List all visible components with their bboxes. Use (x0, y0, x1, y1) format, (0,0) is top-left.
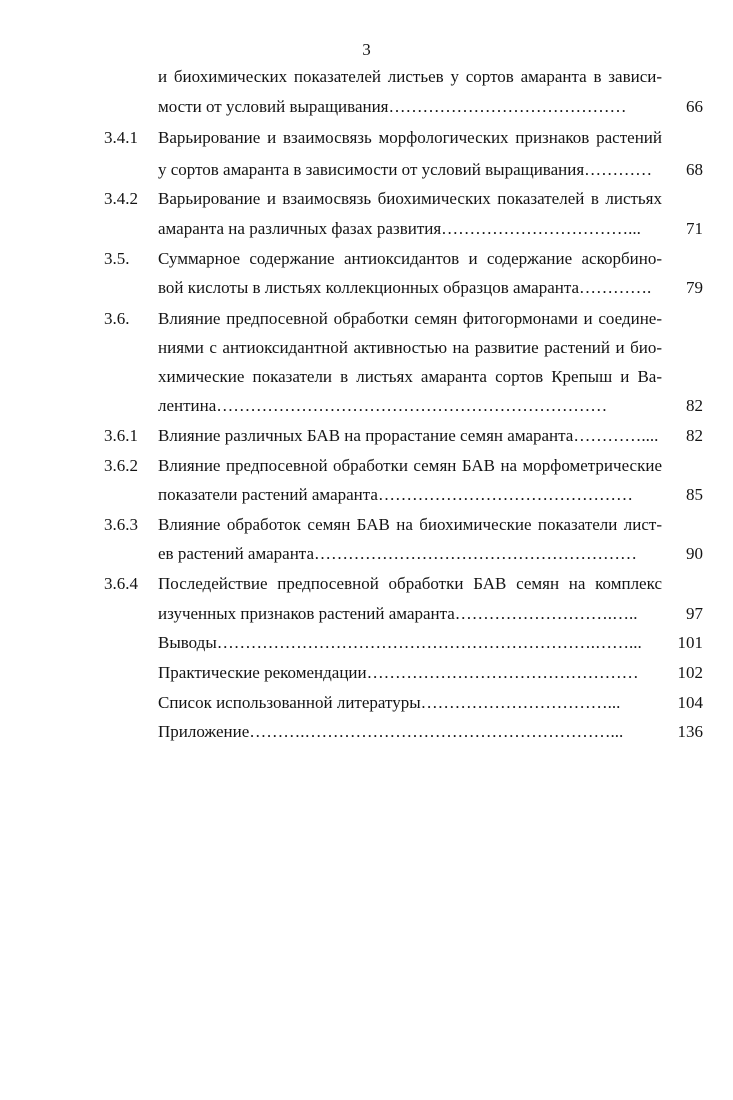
toc-entry-text: Выводы………………………………………………………….……... (158, 633, 642, 652)
toc-entry-number: 3.6.4 (104, 574, 138, 593)
toc-entry-text: Суммарное содержание антиоксидантов и содержание аскорбино- (158, 249, 662, 268)
toc-entry-page: 104 (677, 693, 703, 712)
toc-entry-number: 3.5. (104, 249, 130, 268)
toc-entry-text: лентина…………………………………………………………… (158, 396, 608, 415)
toc-entry-page: 97 (686, 604, 703, 623)
toc-entry-text: Варьирование и взаимосвязь морфологических признаков растений (158, 128, 662, 147)
toc-entry-text: ев растений амаранта………………………………………………… (158, 544, 637, 563)
toc-entry-text: Влияние различных БАВ на прорастание семян амаранта………….... (158, 426, 659, 445)
toc-entry-page: 136 (677, 722, 703, 741)
toc-entry-page: 82 (686, 396, 703, 415)
toc-entry-text: показатели растений амаранта……………………………………… (158, 485, 633, 504)
toc-entry-text: у сортов амаранта в зависимости от условий выращивания………… (158, 160, 653, 179)
toc-entry-number: 3.6.1 (104, 426, 138, 445)
toc-entry-page: 68 (686, 160, 703, 179)
toc-entry-text: Влияние предпосевной обработки семян БАВ на морфометрические (158, 456, 662, 475)
toc-entry-text: амаранта на различных фазах развития……………………………... (158, 219, 641, 238)
toc-entry-number: 3.4.2 (104, 189, 138, 208)
toc-entry-text: Список использованной литературы……………………………... (158, 693, 621, 712)
toc-entry-page: 66 (686, 97, 703, 116)
toc-entry-text: химические показатели в листьях амаранта сортов Крепыш и Ва- (158, 367, 662, 386)
toc-entry-page: 90 (686, 544, 703, 563)
toc-entry-page: 101 (677, 633, 703, 652)
toc-entry-page: 102 (677, 663, 703, 682)
toc-entry-page: 82 (686, 426, 703, 445)
toc-entry-text: вой кислоты в листьях коллекционных образцов амаранта…………. (158, 278, 652, 297)
toc-entry-text: мости от условий выращивания…………………………………… (158, 97, 627, 116)
toc-entry-text: изученных признаков растений амаранта……………………….….. (158, 604, 638, 623)
toc-entry-text: Влияние предпосевной обработки семян фитогормонами и соедине- (158, 309, 662, 328)
toc-entry-text: Влияние обработок семян БАВ на биохимические показатели лист- (158, 515, 662, 534)
toc-entry-page: 79 (686, 278, 703, 297)
toc-entry-text: ниями с антиоксидантной активностью на развитие растений и био- (158, 338, 662, 357)
toc-entry-number: 3.6.3 (104, 515, 138, 534)
toc-entry-text: Приложение……….………………………………………………... (158, 722, 624, 741)
toc-entry-number: 3.6. (104, 309, 130, 328)
toc-entry-page: 85 (686, 485, 703, 504)
toc-entry-text: Практические рекомендации………………………………………… (158, 663, 639, 682)
toc-entry-text: и биохимических показателей листьев у сортов амаранта в зависи- (158, 67, 662, 86)
toc-entry-text: Последействие предпосевной обработки БАВ семян на комплекс (158, 574, 662, 593)
page-number: 3 (362, 40, 371, 59)
toc-entry-text: Варьирование и взаимосвязь биохимических показателей в листьях (158, 189, 662, 208)
toc-entry-number: 3.4.1 (104, 128, 138, 147)
toc-entry-page: 71 (686, 219, 703, 238)
toc-entry-number: 3.6.2 (104, 456, 138, 475)
